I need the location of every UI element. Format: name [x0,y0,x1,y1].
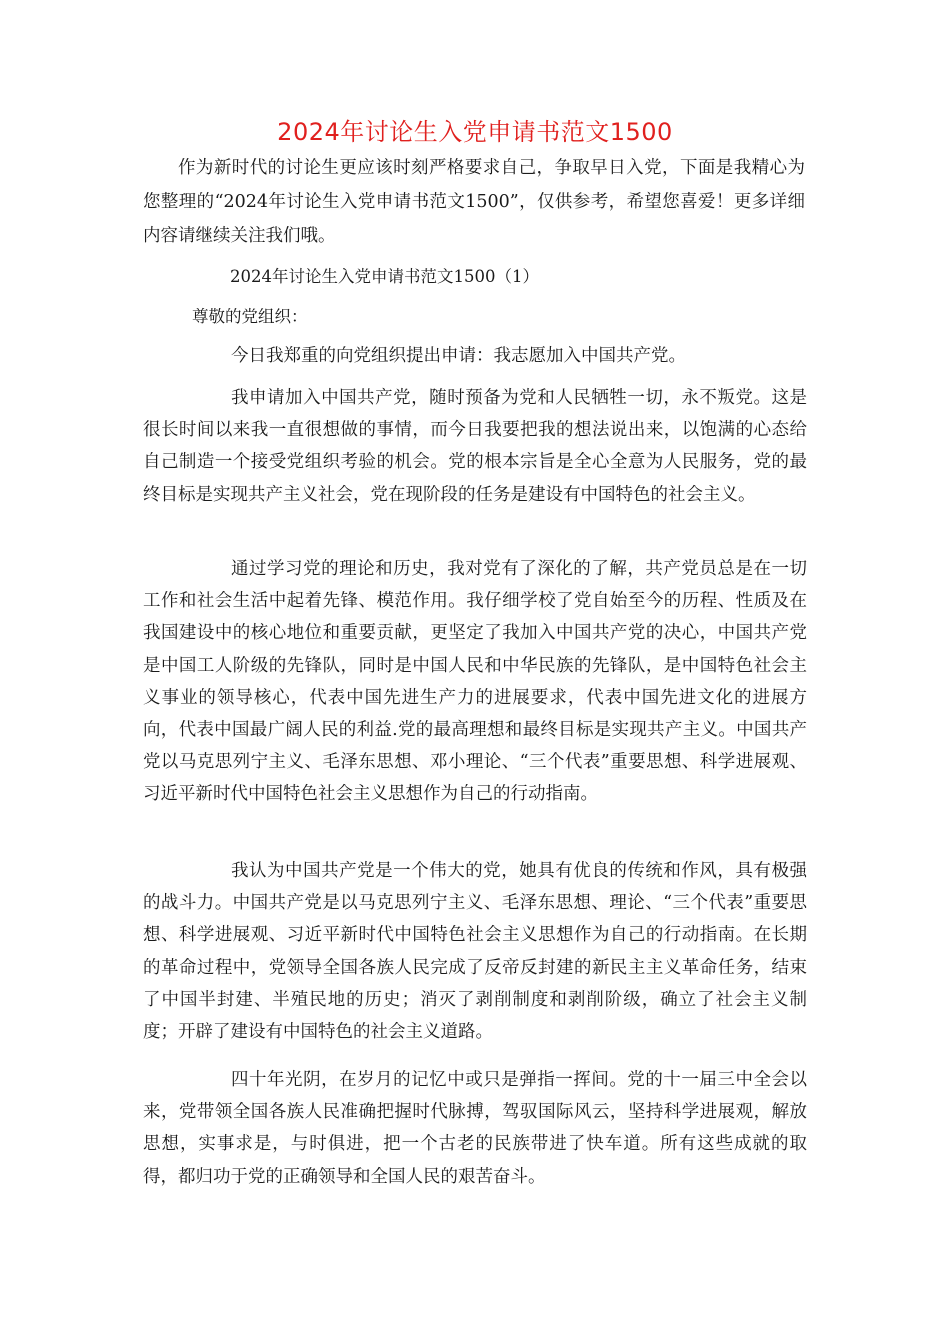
salutation: 尊敬的党组织： [192,307,308,326]
section-heading: 2024年讨论生入党申请书范文1500（1） [230,267,539,286]
body-paragraph: 通过学习党的理论和历史，我对党有了深化的了解，共产党员总是在一切工作和社会生活中起着先锋、模范作用。我仔细学校了党自始至今的历程、性质及在我国建设中的核心地位和重要贡献，更坚定了我加入中国共产党的决心，中国共产党是中国工人阶级的先锋队，同时是中国人民和中华民族的先锋队，是中国特色社会主义事业的领导核心，代表中国先进生产力的进展要求，代表中国先进文化的进展方向，代表中国最广阔人民的利益.党的最高理想和最终目标是实现共产主义。中国共产党以马克思列宁主义、毛泽东思想、邓小理论、“三个代表”重要思想、科学进展观、习近平新时代中国特色社会主义思想作为自己的行动指南。 [143,559,807,805]
document-title: 2024年讨论生入党申请书范文1500 [277,118,673,146]
body-paragraph: 今日我郑重的向党组织提出申请：我志愿加入中国共产党。 [231,346,686,366]
body-paragraph: 我认为中国共产党是一个伟大的党，她具有优良的传统和作风，具有极强的战斗力。中国共产党是以马克思列宁主义、毛泽东思想、理论、“三个代表”重要思想、科学进展观、习近平新时代中国特色社会主义思想作为自己的行动指南。在长期的革命过程中，党领导全国各族人民完成了反帝反封建的新民主主义革命任务，结束了中国半封建、半殖民地的历史；消灭了剥削制度和剥削阶级，确立了社会主义制度；开辟了建设有中国特色的社会主义道路。 [143,861,807,1043]
body-paragraph: 我申请加入中国共产党，随时预备为党和人民牺牲一切，永不叛党。这是很长时间以来我一直很想做的事情，而今日我要把我的想法说出来，以饱满的心态给自己制造一个接受党组织考验的机会。党的根本宗旨是全心全意为人民服务，党的最终目标是实现共产主义社会，党在现阶段的任务是建设有中国特色的社会主义。 [143,388,807,505]
intro-paragraph: 作为新时代的讨论生更应该时刻严格要求自己，争取早日入党，下面是我精心为您整理的“2024年讨论生入党申请书范文1500”，仅供参考，希望您喜爱！更多详细内容请继续关注我们哦。 [143,158,805,246]
body-paragraph: 四十年光阴，在岁月的记忆中或只是弹指一挥间。党的十一届三中全会以来，党带领全国各族人民准确把握时代脉搏，驾驭国际风云，坚持科学进展观，解放思想，实事求是，与时俱进，把一个古老的民族带进了快车道。所有这些成就的取得，都归功于党的正确领导和全国人民的艰苦奋斗。 [143,1070,807,1187]
